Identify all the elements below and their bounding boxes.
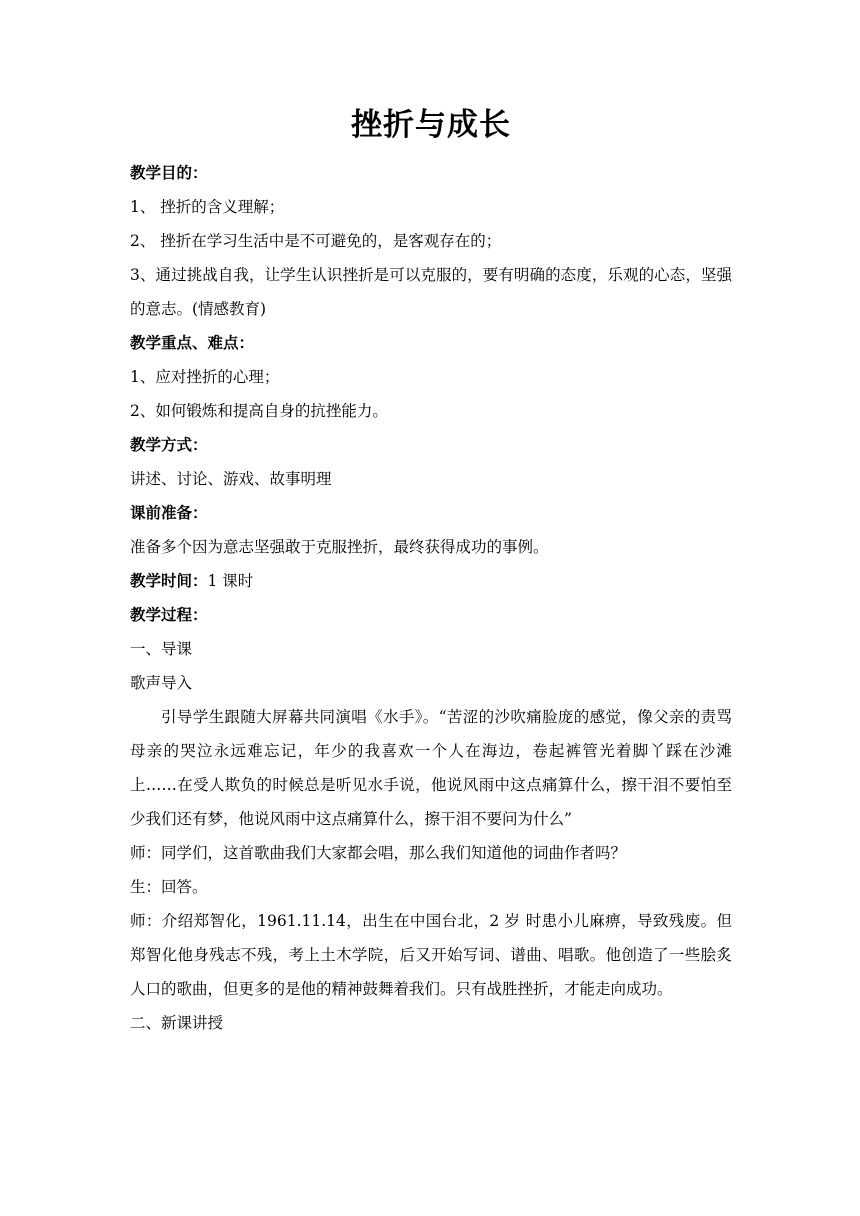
aim-heading: 教学目的： — [130, 164, 208, 182]
prep-text: 准备多个因为意志坚强敢于克服挫折，最终获得成功的事例。 — [130, 538, 549, 556]
key-item-1: 1、应对挫折的心理； — [130, 368, 280, 386]
aim-item-2: 2、 挫折在学习生活中是不可避免的，是客观存在的； — [130, 232, 502, 250]
time-heading: 教学时间： — [130, 572, 208, 590]
process-heading: 教学过程： — [130, 606, 208, 624]
song-paragraph: 引导学生跟随大屏幕共同演唱《水手》。“苦涩的沙吹痛脸庞的感觉，像父亲的责骂母亲的哭泣永远难忘记，年少的我喜欢一个人在海边，卷起裤管光着脚丫踩在沙滩上……在受人欺负的时候总是听见水手说，他说风雨中这点痛算什么，擦干泪不要怕至少我们还有梦，他说风雨中这点痛算什么，擦干泪不要问为什么” — [130, 708, 732, 828]
aim-item-3: 3、通过挑战自我，让学生认识挫折是可以克服的，要有明确的态度，乐观的心态，坚强的意志。(情感教育) — [130, 266, 732, 318]
step-2: 二、新课讲授 — [130, 1014, 224, 1032]
page-title: 挫折与成长 — [351, 107, 511, 143]
teacher-line-1: 师：同学们，这首歌曲我们大家都会唱，那么我们知道他的词曲作者吗？ — [130, 844, 627, 862]
time-line — [130, 564, 732, 598]
teacher-line-2: 师：介绍郑智化，1961.11.14，出生在中国台北，2 岁 时患小儿麻痹，导致残废。但郑智化他身残志不残，考上土木学院，后又开始写词、谱曲、唱歌。他创造了一些脍炙人口的歌曲，但更多的是他的精神鼓舞着我们。只有战胜挫折，才能走向成功。 — [130, 912, 732, 998]
step-1-sub: 歌声导入 — [130, 674, 193, 692]
step-1: 一、导课 — [130, 640, 193, 658]
aim-item-1: 1、 挫折的含义理解； — [130, 198, 285, 216]
method-heading: 教学方式： — [130, 436, 208, 454]
student-line-1: 生：回答。 — [130, 878, 208, 896]
method-text: 讲述、讨论、游戏、故事明理 — [130, 470, 332, 488]
key-item-2: 2、如何锻炼和提高自身的抗挫能力。 — [130, 402, 388, 420]
time-value: 1 课时 — [207, 572, 254, 590]
prep-heading: 课前准备： — [130, 504, 208, 522]
key-heading: 教学重点、难点： — [130, 334, 255, 352]
